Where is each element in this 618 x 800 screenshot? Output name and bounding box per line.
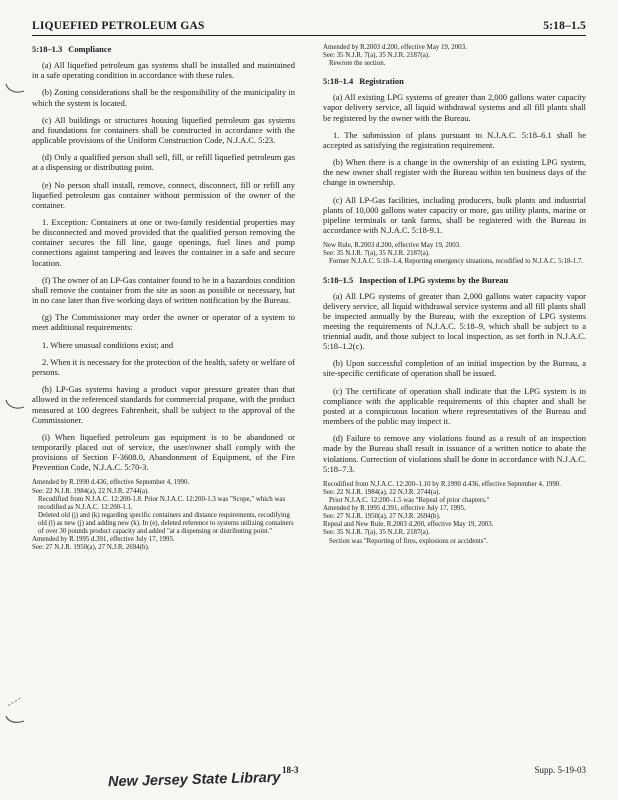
history-note: Amended by R.1990 d.436, effective September 4, 1990. See: 22 N.J.R. 1984(a), 22 N.J.R. 2744(a). Recodified from N.J.A.C. 12:200-1.8. Prior N.J.A.C. 12:200-1.3 was "Scope," which was recodified as N.J.A.C. 12:200-1.1. Deleted old (j) and (k) regarding specific containers and distance requirements, recodifying old (l) as new (j) and adding new (k). In (e), deleted reference to systems utilizing containers of over 30 pounds product capacity and added "at a dispensing or distributing point." Amended by R.1995 d.391, effective July 17, 1995. See: 27 N.J.R. 1950(a), 27 N.J.R. 2694(b). [32,479,294,552]
paragraph: (d) Only a qualified person shall sell, fill, or refill liquefied petroleum gas at a dispensing or distributing point. [32,152,295,173]
paragraph: (a) All LPG systems of greater than 2,000 gallons water capacity vapor delivery service, all liquid withdrawal service systems and all fill plants shall be inspected annually by the Bureau, with the exception of LPG systems meeting the requirements of N.J.A.C. 5:18–9, which shall be subject to a triennial audit, and those subject to local inspection, as set forth in N.J.A.C. 5:18–1.2(c). [323,290,586,352]
header-title: LIQUEFIED PETROLEUM GAS [32,20,205,32]
section-heading: 5:18–1.4 Registration [323,76,404,87]
paragraph: (b) When there is a change in the ownership of an existing LPG system, the new owner shall register with the Bureau within ten business days of the change in ownership. [323,157,586,188]
paragraph: 1. Exception: Containers at one or two-family residential properties may be disconnected and moved provided that the qualified person removing the container secures the fill line, gauge openings, fuel lines and pump connections against tampering and leaves the container in a safe and secure location. [32,217,295,268]
margin-mark-icon [4,398,26,412]
paragraph: (c) All buildings or structures housing liquefied petroleum gas systems and foundations for containers shall be constructed in accordance with the applicable provisions of the Uniform Construction Code, N.J.A.C. 5:23. [32,114,295,146]
paragraph: 1. The submission of plans pursuant to N.J.A.C. 5:18–6.1 shall be accepted as satisfying the registration requirement. [323,129,586,150]
paragraph: (b) Zoning considerations shall be the responsibility of the municipality in which the system is located. [32,87,295,108]
paragraph: (f) The owner of an LP-Gas container found to be in a hazardous condition shall remove the container from the site as soon as possible or necessary, but in no case later than five working days of written notification by the Bureau. [32,274,295,305]
paragraph: (a) All existing LPG systems of greater than 2,000 gallons water capacity vapor delivery service, all liquid withdrawal systems and all fill plants shall be registered by the owner with the Bureau. [323,92,586,123]
supplement-date: Supp. 5-19-03 [534,765,586,775]
paragraph: (d) Failure to remove any violations found as a result of an inspection made by the Bureau shall result in issuance of a written notice to abate the violations. Correction of violations shall be done in accordance with N.J.A.C. 5:18–7.3. [323,433,586,474]
paragraph: (c) All LP-Gas facilities, including producers, bulk plants and industrial plants of 10,000 gallons water capacity or more, gas utility plants, marine or pipeline terminals or tank farms, shall be registered with the Bureau in accordance with N.J.A.C. 5:18-9.1. [323,194,586,235]
running-header [32,20,586,36]
page-number: 18-3 [282,765,299,775]
history-note: Recodified from N.J.A.C. 12:200–1.10 by R.1990 d.436, effective September 4, 1990. See: 22 N.J.R. 1984(a), 22 N.J.R. 2744(a). Prior N.J.A.C. 12:200–1.5 was "Repeal of prior chapters." Amended by R.1995 d.391, effective July 17, 1995. See: 27 N.J.R. 1950(a), 27 N.J.R. 2694(b). Repeal and New Rule, R.2003 d.200, effective May 19, 2003. See: 35 N.J.R. 7(a), 35 N.J.R. 2187(a). Section was "Reporting of fires, explosions or accidents". [323,480,561,545]
right-column [323,44,586,554]
paragraph: (e) No person shall install, remove, connect, disconnect, fill or refill any liquefied petroleum gas container without permission of the owner of the container. [32,179,295,210]
history-note: Amended by R.2003 d.200, effective May 19, 2003. See: 35 N.J.R. 7(a), 35 N.J.R. 2187(a). Rewrote the section. [323,44,467,68]
paragraph: (h) LP-Gas systems having a product vapor pressure greater than that allowed in the referenced standards for commercial propane, with the product measured at 100 degrees Fahrenheit, shall be subject to the approval of the Commissioner. [32,384,295,425]
left-column [32,44,295,560]
paragraph: (g) The Commissioner may order the owner or operator of a system to meet additional requirements: [32,312,295,333]
paragraph: (i) When liquefied petroleum gas equipment is to be abandoned or temporarily placed out of service, the user/owner shall comply with the provisions of Section F-3608.0, Abandonment of Equipment, of the Fire Prevention Code, N.J.A.C. 5:70-3. [32,431,295,473]
section-heading: 5:18–1.3 Compliance [32,44,112,54]
history-note: New Rule, R.2003 d.200, effective May 19, 2003. See: 35 N.J.R. 7(a), 35 N.J.R. 2187(a). Former N.J.A.C. 5:18–1.4, Reporting emergency situations, recodified to N.J.A.C. 5:18-1.7. [323,242,584,266]
paragraph: 2. When it is necessary for the protection of the health, safety or welfare of persons. [32,356,295,378]
paragraph: (b) Upon successful completion of an initial inspection by the Bureau, a site-specific certificate of operation shall be issued. [323,358,586,379]
paragraph: (a) All liquefied petroleum gas systems shall be installed and maintained in a safe operating condition in accordance with these rules. [32,60,295,81]
library-stamp: New Jersey State Library [107,769,281,791]
header-section: 5:18–1.5 [543,20,586,32]
paragraph: 1. Where unusual conditions exist; and [42,339,174,350]
paragraph: (c) The certificate of operation shall indicate that the LPG system is in compliance with the applicable requirements of this chapter and shall be posted at a conspicuous location where representatives of the Bureau and members of the public may inspect it. [323,385,586,427]
margin-mark-icon [4,82,26,96]
section-heading: 5:18–1.5 Inspection of LPG systems by the Bureau [323,274,509,285]
margin-mark-icon [4,696,26,726]
